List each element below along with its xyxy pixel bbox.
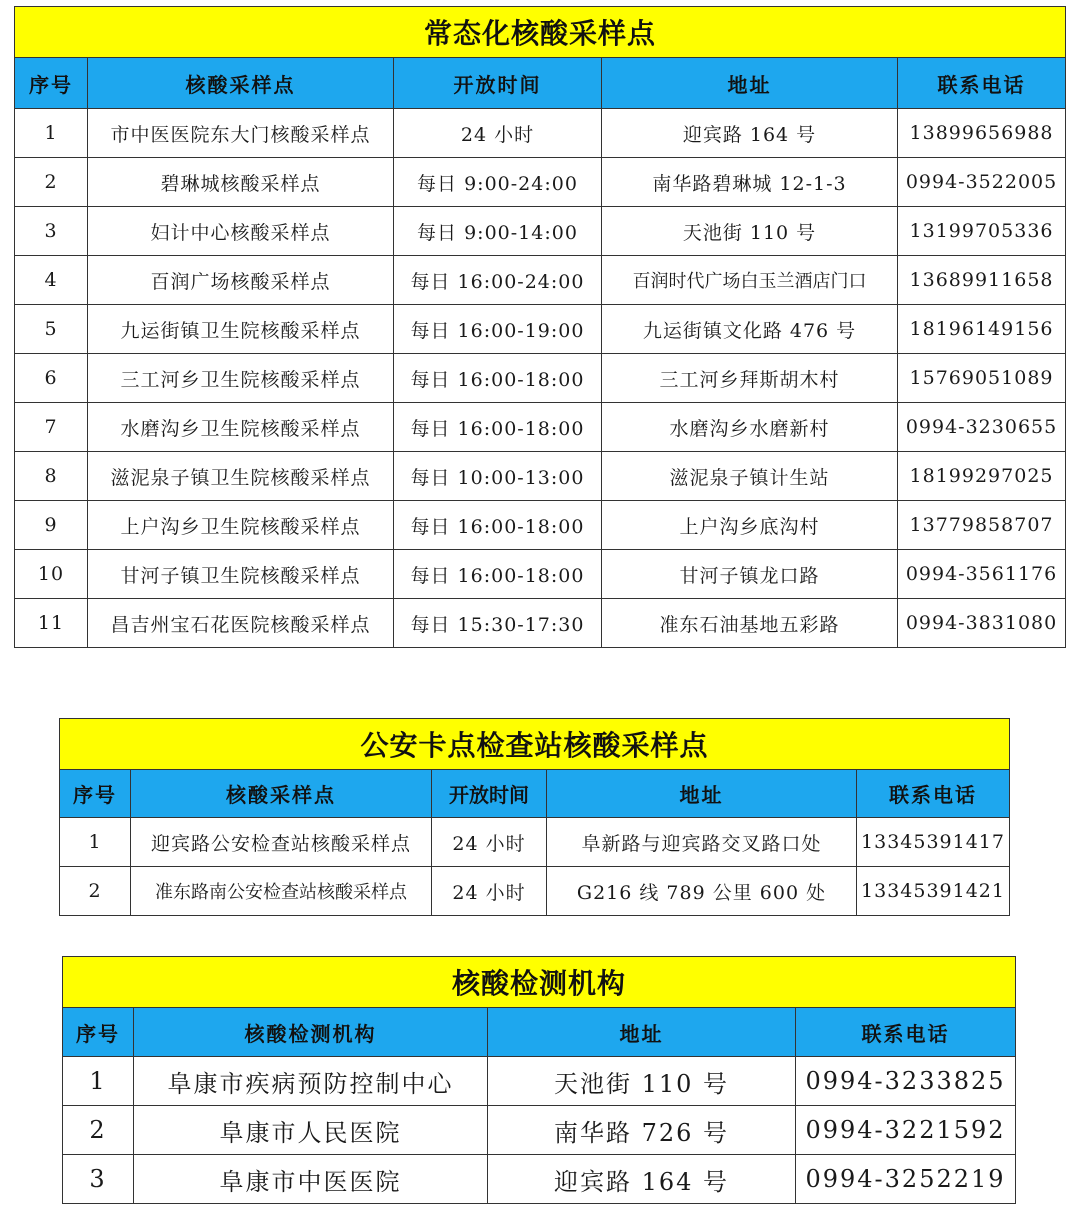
row-hours: 每日 15:30-17:30 xyxy=(394,599,602,648)
table-row xyxy=(15,109,1066,158)
column-header-address: 地址 xyxy=(602,58,898,109)
row-phone: 13345391417 xyxy=(857,818,1010,867)
table-header-row xyxy=(15,58,1066,109)
row-hours: 每日 16:00-18:00 xyxy=(394,501,602,550)
table-row xyxy=(15,403,1066,452)
row-hours: 每日 16:00-18:00 xyxy=(394,354,602,403)
row-phone: 18199297025 xyxy=(898,452,1066,501)
row-site: 准东路南公安检查站核酸采样点 xyxy=(131,867,432,916)
table-row xyxy=(15,158,1066,207)
row-phone: 0994-3233825 xyxy=(796,1057,1016,1106)
column-header-address: 地址 xyxy=(547,770,857,818)
row-phone: 0994-3252219 xyxy=(796,1155,1016,1204)
row-phone: 13899656988 xyxy=(898,109,1066,158)
row-phone: 0994-3221592 xyxy=(796,1106,1016,1155)
row-hours: 每日 10:00-13:00 xyxy=(394,452,602,501)
row-site: 市中医医院东大门核酸采样点 xyxy=(88,109,394,158)
row-hours: 每日 16:00-18:00 xyxy=(394,403,602,452)
row-address: 南华路碧琳城 12-1-3 xyxy=(602,158,898,207)
column-header-phone: 联系电话 xyxy=(857,770,1010,818)
row-address: 滋泥泉子镇计生站 xyxy=(602,452,898,501)
row-index: 9 xyxy=(15,501,88,550)
row-hours: 每日 16:00-24:00 xyxy=(394,256,602,305)
row-index: 1 xyxy=(63,1057,134,1106)
row-address: 迎宾路 164 号 xyxy=(602,109,898,158)
row-index: 1 xyxy=(60,818,131,867)
row-phone: 18196149156 xyxy=(898,305,1066,354)
row-site: 滋泥泉子镇卫生院核酸采样点 xyxy=(88,452,394,501)
row-address: G216 线 789 公里 600 处 xyxy=(547,867,857,916)
table-row xyxy=(60,818,1010,867)
row-address: 准东石油基地五彩路 xyxy=(602,599,898,648)
row-phone: 0994-3230655 xyxy=(898,403,1066,452)
row-phone: 0994-3831080 xyxy=(898,599,1066,648)
row-hours: 每日 9:00-24:00 xyxy=(394,158,602,207)
column-header-phone: 联系电话 xyxy=(898,58,1066,109)
row-index: 5 xyxy=(15,305,88,354)
row-index: 2 xyxy=(63,1106,134,1155)
row-address: 天池街 110 号 xyxy=(488,1057,796,1106)
row-institution: 阜康市人民医院 xyxy=(134,1106,488,1155)
column-header-phone: 联系电话 xyxy=(796,1008,1016,1057)
row-hours: 每日 16:00-18:00 xyxy=(394,550,602,599)
row-index: 8 xyxy=(15,452,88,501)
row-index: 4 xyxy=(15,256,88,305)
row-address: 上户沟乡底沟村 xyxy=(602,501,898,550)
row-site: 迎宾路公安检查站核酸采样点 xyxy=(131,818,432,867)
row-phone: 13779858707 xyxy=(898,501,1066,550)
table-row xyxy=(15,256,1066,305)
table-row xyxy=(63,1155,1016,1204)
row-site: 碧琳城核酸采样点 xyxy=(88,158,394,207)
row-phone: 13345391421 xyxy=(857,867,1010,916)
table-row xyxy=(15,599,1066,648)
row-address: 水磨沟乡水磨新村 xyxy=(602,403,898,452)
row-index: 10 xyxy=(15,550,88,599)
column-header-index: 序号 xyxy=(60,770,131,818)
column-header-hours: 开放时间 xyxy=(394,58,602,109)
row-index: 1 xyxy=(15,109,88,158)
row-address: 三工河乡拜斯胡木村 xyxy=(602,354,898,403)
row-hours: 24 小时 xyxy=(432,867,547,916)
row-hours: 每日 9:00-14:00 xyxy=(394,207,602,256)
column-header-site: 核酸采样点 xyxy=(88,58,394,109)
row-address: 九运街镇文化路 476 号 xyxy=(602,305,898,354)
table-title: 公安卡点检查站核酸采样点 xyxy=(60,719,1010,770)
table-row xyxy=(63,1057,1016,1106)
column-header-institution: 核酸检测机构 xyxy=(134,1008,488,1057)
row-index: 3 xyxy=(15,207,88,256)
table-row xyxy=(15,452,1066,501)
column-header-address: 地址 xyxy=(488,1008,796,1057)
table-title: 常态化核酸采样点 xyxy=(15,7,1066,58)
column-header-index: 序号 xyxy=(63,1008,134,1057)
testing-institutions-table xyxy=(62,956,1016,1204)
row-index: 2 xyxy=(60,867,131,916)
row-site: 水磨沟乡卫生院核酸采样点 xyxy=(88,403,394,452)
row-site: 甘河子镇卫生院核酸采样点 xyxy=(88,550,394,599)
table-row xyxy=(15,501,1066,550)
row-address: 迎宾路 164 号 xyxy=(488,1155,796,1204)
row-site: 妇计中心核酸采样点 xyxy=(88,207,394,256)
row-index: 11 xyxy=(15,599,88,648)
column-header-hours: 开放时间 xyxy=(432,770,547,818)
table-title: 核酸检测机构 xyxy=(63,957,1016,1008)
table-header-row xyxy=(63,1008,1016,1057)
row-site: 百润广场核酸采样点 xyxy=(88,256,394,305)
row-phone: 15769051089 xyxy=(898,354,1066,403)
row-index: 3 xyxy=(63,1155,134,1204)
row-phone: 13199705336 xyxy=(898,207,1066,256)
table-header-row xyxy=(60,770,1010,818)
row-address: 百润时代广场白玉兰酒店门口 xyxy=(602,256,898,305)
row-phone: 13689911658 xyxy=(898,256,1066,305)
row-site: 上户沟乡卫生院核酸采样点 xyxy=(88,501,394,550)
row-index: 6 xyxy=(15,354,88,403)
row-index: 2 xyxy=(15,158,88,207)
row-site: 昌吉州宝石花医院核酸采样点 xyxy=(88,599,394,648)
checkpoint-sampling-table xyxy=(59,718,1010,916)
table-row xyxy=(15,305,1066,354)
table-row xyxy=(15,550,1066,599)
row-institution: 阜康市中医医院 xyxy=(134,1155,488,1204)
column-header-index: 序号 xyxy=(15,58,88,109)
table-row xyxy=(15,354,1066,403)
row-site: 三工河乡卫生院核酸采样点 xyxy=(88,354,394,403)
row-hours: 24 小时 xyxy=(394,109,602,158)
table-row xyxy=(60,867,1010,916)
row-index: 7 xyxy=(15,403,88,452)
row-address: 南华路 726 号 xyxy=(488,1106,796,1155)
row-institution: 阜康市疾病预防控制中心 xyxy=(134,1057,488,1106)
routine-sampling-table xyxy=(14,6,1066,648)
row-hours: 每日 16:00-19:00 xyxy=(394,305,602,354)
column-header-site: 核酸采样点 xyxy=(131,770,432,818)
table-row xyxy=(15,207,1066,256)
row-address: 甘河子镇龙口路 xyxy=(602,550,898,599)
table-row xyxy=(63,1106,1016,1155)
row-phone: 0994-3522005 xyxy=(898,158,1066,207)
row-address: 天池街 110 号 xyxy=(602,207,898,256)
row-address: 阜新路与迎宾路交叉路口处 xyxy=(547,818,857,867)
row-phone: 0994-3561176 xyxy=(898,550,1066,599)
row-site: 九运街镇卫生院核酸采样点 xyxy=(88,305,394,354)
row-hours: 24 小时 xyxy=(432,818,547,867)
